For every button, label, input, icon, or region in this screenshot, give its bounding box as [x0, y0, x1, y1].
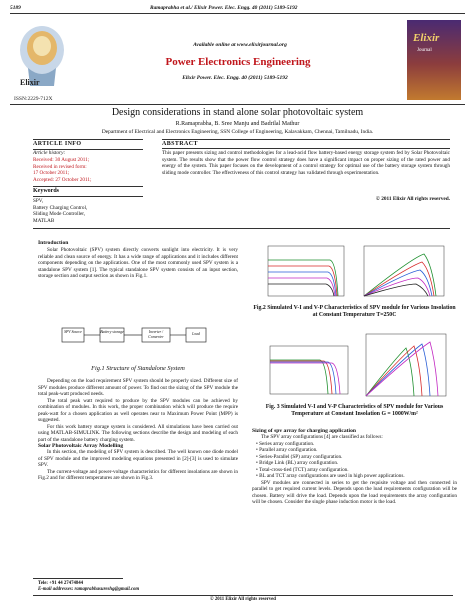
sizing-paragraph-1: Depending on the load requirement SPV system should be properly sized. Different size of SPV modules produce different amount of power. To find out the sizing of the SPV module the total peak-watt produced needs. [38, 378, 238, 397]
fig3-plots [262, 330, 452, 400]
article-info-heading: ARTICLE INFO [33, 141, 82, 147]
intro-paragraph: Solar Photovoltaic (SPV) system directly converts sunlight into electricity. It is very reliable and clean source of energy. It has a wide range of applications and it includes different components depending on the applications. One of the most commonly used SPV system is a standalone SPV system [1]. The typical standalone SPV system consists of an input section, storage section and output section as shown in Fig.1. [38, 247, 238, 279]
list-item: • Series-Parallel (SP) array configuration. [256, 453, 343, 460]
list-item: • Series array configuration. [256, 440, 315, 447]
page-number: 5189 [10, 5, 21, 11]
left-column-lower [38, 378, 238, 482]
front-matter-rule [33, 228, 450, 229]
fig1-caption: Fig.1 Structure of Standalone System [91, 365, 185, 372]
config-list [252, 441, 457, 474]
journal-cover: Elixir Journal [407, 20, 461, 100]
footer-copyright: © 2011 Elixir All rights reserved [210, 597, 276, 602]
article-history: Received: 30 August 2011; Received in revised form: 17 October 2011; Accepted: 27 October 2011; [33, 157, 92, 183]
fig1-box-battery: Battery storage [100, 330, 124, 334]
keywords-heading: Keywords [33, 188, 59, 194]
sizing-heading: Sizing of spv array for charging application [252, 428, 357, 434]
list-item: • Bridge Link (BL) array configuration. [256, 460, 339, 466]
fig1-box-spv: SPV Source [64, 330, 82, 334]
header-rule [10, 13, 465, 14]
sizing-intro: The SPV array configurations [4] are classified as follows: [261, 434, 383, 440]
running-header: Ramaprabha et al./ Elixir Power. Elec. Engg. 40 (2011) 5189-5192 [150, 5, 298, 11]
elixir-logo: Elixir [14, 20, 70, 100]
journal-title: Power Electronics Engineering [165, 56, 311, 68]
sizing-paragraph-2: The total peak watt required to produce by the SPV modules can be achieved by combination of modules. In this work, the proper combination which will produce the require peak-watt for a chosen application as well operates near to Maximum Power Point (MPP) is suggested. [38, 397, 238, 423]
list-item: • Total-cross-tied (TCT) array configuration. [256, 466, 349, 473]
fig3-caption: Fig. 3 Simulated V-I and V-P Characteristics of SPV module for Various Temperature at Constant Insolation G = 1000W/m² [265, 404, 444, 417]
footer-email: E-mail addresses: ramaprabhasureshg@gmail.com [38, 587, 140, 592]
modelling-paragraph-1: In this section, the modeling of SPV system is described. The well known one diode model of SPV module and the improved modeling equations presented in [2]-[3] is used to simulate SPV. [38, 449, 238, 468]
list-item: • Parallel array configuration. [256, 447, 318, 453]
keywords-list: SPV, Battery Charging Control, Sliding Mode Controller, MATLAB [33, 198, 88, 224]
modelling-heading: Solar Photovoltaic Array Modelling [38, 443, 124, 449]
footer-tele: Tele: +91 44 27474844 [38, 581, 84, 586]
footer-rule [33, 578, 123, 579]
spv-series-paragraph: SPV modules are connected in series to get the requisite voltage and then connected in parallel to get required current levels. Depends upon the load requirements configuration will be chosen. Battery will drive the load. Depends upon the load requirements the array configuration will be chosen. Consider the single phase induction motor is the load. [252, 479, 457, 505]
banner-rule [10, 104, 465, 105]
abstract-text: This paper presents sizing and control methodologies for a lead-acid flow battery-based energy storage system fed by Solar Photovoltaic system. The results show that the power flow control strategy does have a significant impact on proper sizing of the rated power and energy of the system. This paper focuses on the development of a control strategy for optimal use of the battery storage system through sliding mode controller. The effectiveness of this control strategy has validated through experimentation. [162, 150, 450, 176]
right-column-text [252, 428, 457, 506]
available-online: Available online at www.elixirjournal.org [193, 42, 287, 48]
article-title: Design considerations in stand alone solar photovoltaic system [111, 107, 364, 118]
fig2-caption: Fig.2 Simulated V-I and V-P Characteristics of SPV module for Various Insolation at Constant Temperature T=250C [253, 305, 456, 318]
intro-heading: Introduction [38, 240, 69, 246]
abstract-copyright: © 2011 Elixir All rights reserved. [375, 196, 450, 202]
article-authors: R.Ramaprabha, B. Sree Manju and Badrilal Mathur [175, 121, 300, 127]
article-history-label: Article history: [33, 150, 66, 156]
bl-tct-paragraph: • BL and TCT array configurations are used in high power applications. [256, 473, 405, 479]
fig1-box-inverter: Inverter / Converter [148, 330, 164, 339]
journal-citation: Elixir Power. Elec. Engg. 40 (2011) 5189-5192 [182, 75, 288, 81]
left-column [38, 240, 238, 280]
modelling-paragraph-2: The current-voltage and power-voltage characteristics for different insolations are shown in Fig.2 and for different temperatures are shown in Fig.3. [38, 468, 238, 481]
abstract-heading: ABSTRACT [162, 141, 198, 147]
simulation-paragraph: For this work battery storage system is considered. All simulations have been carried out using MATLAB-SIMULINK. The following sections describe the design and modeling of each part of the standalone battery charging system. [38, 423, 238, 443]
article-affiliation: Department of Electrical and Electronics Engineering, SSN College of Engineering, Kalavakkam, Chennai, Tamilnadu, India. [101, 129, 374, 135]
fig1-diagram [60, 322, 210, 362]
issn: ISSN:2229-712X [14, 96, 53, 102]
fig2-plots [252, 240, 452, 302]
fig1-box-load: Load [192, 332, 200, 336]
